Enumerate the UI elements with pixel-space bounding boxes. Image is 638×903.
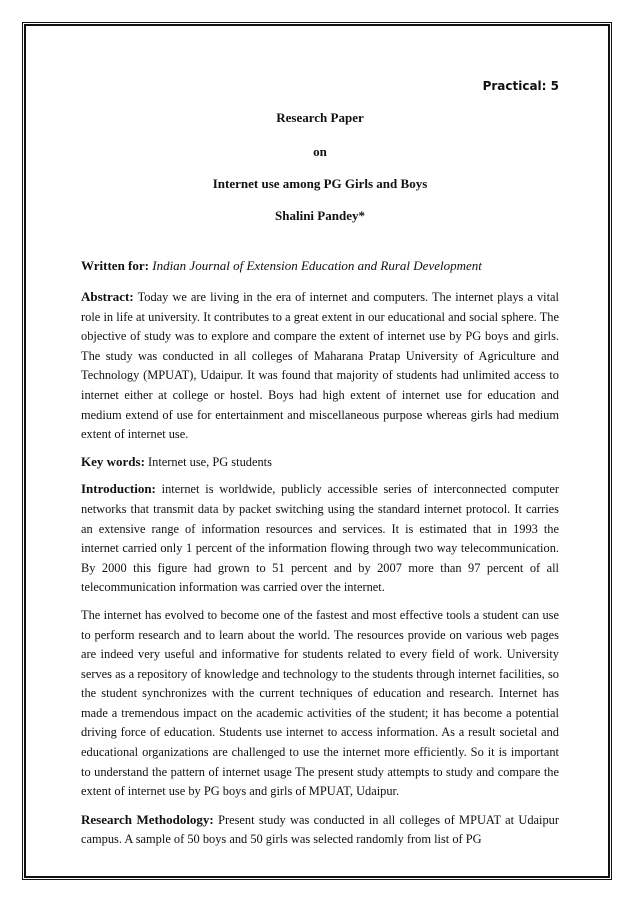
methodology-paragraph: [81, 810, 559, 850]
document-body: [81, 78, 559, 850]
title-research-paper: Research Paper: [276, 110, 364, 125]
abstract-paragraph: [81, 287, 559, 445]
introduction-label: Introduction:: [81, 481, 156, 497]
author-name: Shalini Pandey*: [275, 208, 365, 223]
practical-label: Practical: 5: [482, 79, 559, 93]
introduction-text: internet is worldwide, publicly accessible series of interconnected computer networks that transmit data by packet switching using the standard internet protocol. It carries an extensive range of information resources and services. It is estimated that in 1993 the internet carried only 1 percent of the information flowing through two way telecommunication. By 2000 this figure had grown to 51 percent and by 2007 more than 97 percent of all telecommunication information was carried over the internet.: [81, 482, 559, 595]
key-words-paragraph: [81, 452, 559, 473]
methodology-text: Present study was conducted in all colleges of MPUAT at Udaipur campus. A sample of 50 boys and 50 girls was selected randomly from list of PG: [81, 812, 560, 847]
paper-title: Internet use among PG Girls and Boys: [212, 176, 428, 191]
journal-name: Indian Journal of Extension Education and Rural Development: [152, 258, 482, 273]
written-for: [81, 258, 559, 274]
key-words-text: Internet use, PG students: [148, 454, 272, 469]
written-for-label: Written for:: [81, 258, 149, 273]
internet-paragraph: The internet has evolved to become one of the fastest and most effective tools a student can use to perform research and to learn about the world. The resources provide on various web pages are indeed very useful and informative for students related to every field of work. University serves as a repository of knowledge and technology to the students through internet facilities, so the student synchronizes with the current techniques of education and research. Internet has made a tremendous impact on the academic activities of the student; it has become a potential driving force of education. Students use internet to access information. As a result societal and educational organizations are challenged to use the internet more efficiently. So it is important to understand the pattern of internet usage The present study attempts to study and compare the extent of internet use by PG boys and girls of MPUAT, Udaipur.: [81, 607, 559, 799]
introduction-paragraph: [81, 479, 559, 598]
methodology-label: Research Methodology:: [81, 811, 214, 827]
key-words-label: Key words:: [81, 453, 145, 469]
abstract-label: Abstract:: [81, 289, 134, 304]
abstract-text: Today we are living in the era of internet and computers. The internet plays a vital role in life at university. It contributes to a great extent in our educational and social sphere. The objective of study was to explore and compare the extent of internet use by PG boys and girls. The study was conducted in all colleges of Maharana Pratap University of Agriculture and Technology (MPUAT), Udaipur. It was found that majority of students had unlimited access to internet either at college or hostel. Boys had high extent of internet use for education and medium extend of use for entertainment and miscellaneous purpose whereas girls had medium extent of internet use.: [81, 290, 560, 442]
title-on: on: [313, 144, 327, 159]
